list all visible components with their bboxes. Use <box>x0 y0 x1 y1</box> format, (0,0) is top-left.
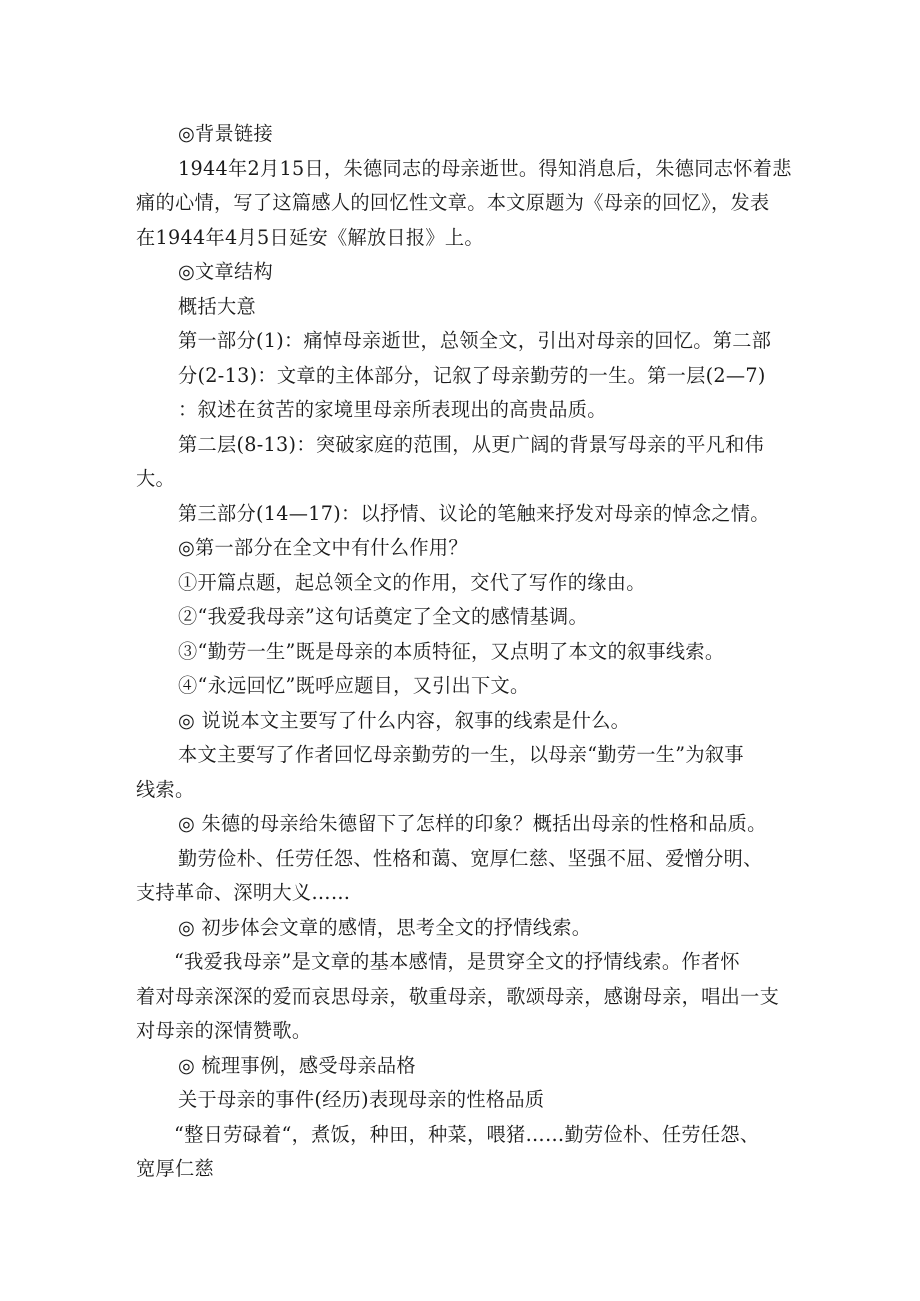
text-line: ◎ 初步体会文章的感情，思考全文的抒情线索。 <box>178 915 592 939</box>
text-line: ◎文章结构 <box>178 260 273 283</box>
text-line: 关于母亲的事件(经历)表现母亲的性格品质 <box>178 1088 545 1111</box>
text-line: 支持革命、深明大义…… <box>136 881 351 904</box>
text-line: 第三部分(14—17)：以抒情、议论的笔触来抒发对母亲的悼念之情。 <box>178 501 770 525</box>
text-line: ◎ 梳理事例，感受母亲品格 <box>178 1053 416 1077</box>
text-line: 本文主要写了作者回忆母亲勤劳的一生，以母亲“勤劳一生”为叙事 <box>178 743 744 766</box>
text-line: 勤劳俭朴、任劳任怨、性格和蔼、宽厚仁慈、坚强不屈、爱憎分明、 <box>178 846 763 870</box>
text-line: ◎ 朱德的母亲给朱德留下了怎样的印象？概括出母亲的性格和品质。 <box>178 812 767 835</box>
text-line: ③“勤劳一生”既是母亲的本质特征，又点明了本文的叙事线索。 <box>178 639 725 663</box>
text-line: 宽厚仁慈 <box>136 1157 214 1180</box>
text-line: 第二层(8-13)：突破家庭的范围，从更广阔的背景写母亲的平凡和伟 <box>178 432 765 456</box>
text-line: “整日劳碌着“，煮饭，种田，种菜，喂猪……勤劳俭朴、任劳任怨、 <box>174 1122 760 1146</box>
text-line: 大。 <box>136 467 175 490</box>
text-line: 第一部分(1)：痛悼母亲逝世，总领全文，引出对母亲的回忆。第二部 <box>178 329 772 352</box>
text-line: ◎ 说说本文主要写了什么内容，叙事的线索是什么。 <box>178 708 631 732</box>
text-line: ②“我爱我母亲”这句话奠定了全文的感情基调。 <box>178 605 588 628</box>
text-line: 概括大意 <box>178 294 256 318</box>
text-line: 线索。 <box>136 777 195 801</box>
text-line: 着对母亲深深的爱而哀思母亲，敬重母亲，歌颂母亲，感谢母亲，唱出一支 <box>136 984 780 1008</box>
document-body <box>136 117 796 1187</box>
text-line: ◎背景链接 <box>178 122 273 145</box>
text-line: 对母亲的深情赞歌。 <box>136 1019 312 1042</box>
text-line: 痛的心情，写了这篇感人的回忆性文章。本文原题为《母亲的回忆》，发表 <box>136 191 770 214</box>
text-line: 分(2-13)：文章的主体部分，记叙了母亲勤劳的一生。第一层(2—7) <box>178 363 766 387</box>
text-line: “我爱我母亲”是文章的基本感情，是贯穿全文的抒情线索。作者怀 <box>174 950 740 973</box>
text-line: 在1944年4月5日延安《解放日报》上。 <box>136 225 484 249</box>
text-line: ④“永远回忆”既呼应题目，又引出下文。 <box>178 674 530 697</box>
text-line: ◎第一部分在全文中有什么作用？ <box>178 536 468 559</box>
text-line: 1944年2月15日，朱德同志的母亲逝世。得知消息后，朱德同志怀着悲 <box>178 156 792 180</box>
text-line: ：叙述在贫苦的家境里母亲所表现出的高贵品质。 <box>178 398 607 421</box>
text-line: ①开篇点题，起总领全文的作用，交代了写作的缘由。 <box>178 570 646 594</box>
